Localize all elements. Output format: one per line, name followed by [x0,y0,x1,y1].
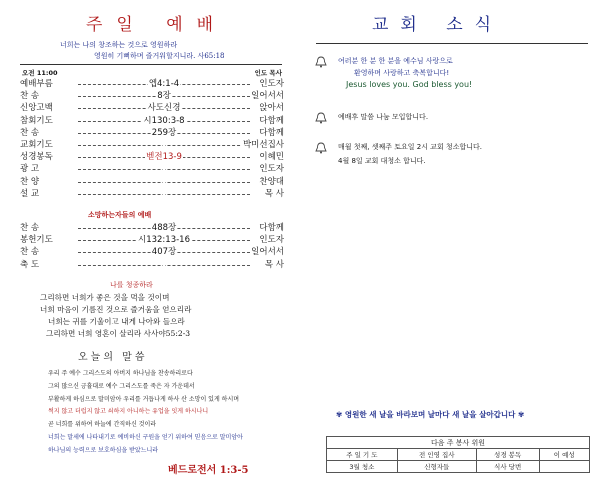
order-leader: 다함께 [259,223,284,233]
order-label: 봉헌기도 [20,235,53,246]
order-leader: 일어서서 [251,91,284,102]
order-reference-wrap [78,151,250,163]
order-leader: 앉아서 [259,103,284,114]
order-row [20,176,284,188]
order-reference-wrap [78,188,250,200]
order-leader: 인도자 [259,235,284,246]
news-line: Jesus loves you. God bless you! [346,80,473,89]
order-leader: 다함께 [259,115,284,126]
service-time: 오전 11:00 [22,69,58,77]
order-leader: 박미선집사 [242,140,284,150]
order-row [20,115,284,127]
order-label: 축 도 [20,259,40,270]
order-reference: 259장 [151,127,177,138]
scripture-line: 곧 너희를 위하여 하늘에 간직하신 것이라 [48,421,157,429]
header-verse-line-2: 영원히 기뻐하며 즐거워할지니라. 사65:18 [94,52,225,60]
table-cell: 주 일 기 도 [327,449,398,461]
scripture-line: 우리 주 예수 그리스도의 아버지 하나님을 찬송하리로다 [48,370,193,377]
news-title: 교회 소식 [372,15,504,35]
divider [20,64,282,65]
order-label: 찬 송 [20,247,40,258]
order-row [20,163,284,175]
scripture-line: 하나님의 능력으로 보호하심을 받았느니라 [48,446,159,454]
order-leader: 인도자 [259,164,284,175]
table-cell: 식사 당번 [476,461,539,473]
order-label: 교회기도 [20,140,53,150]
order-leader: 이혜민 [259,152,284,163]
worship-title: 주일 예배 [86,15,228,35]
order-reference [163,189,165,199]
order-leader: 다함께 [259,127,284,138]
order-row [20,139,284,151]
order-leader: 인도자 [259,79,284,89]
blessing-text: 영원한 새 날을 바라보며 날마다 새 날을 살아갑니다 [344,410,516,419]
order-label: 찬 송 [20,91,40,102]
bell-icon [314,142,328,154]
order-row [20,78,284,90]
order-leader: 목 사 [264,188,284,199]
order-row [20,222,284,234]
table-row [327,449,590,461]
order-label: 신앙고백 [20,103,53,114]
header-verse-line-1: 너희는 나의 창조하는 것으로 영원하라 [60,41,178,49]
news-line: 환영하며 사랑하고 축복합니다! [354,69,450,77]
bell-icon [314,112,328,124]
praise-line: 그리하면 너희 영혼이 살리라 사사야55:2-3 [46,329,191,338]
order-label: 찬 송 [20,223,40,233]
order-reference: 407장 [151,247,177,258]
blessing-banner [336,409,524,420]
order-reference: 엡4:1-4 [148,79,180,89]
order-row [20,188,284,200]
order-reference [163,177,165,187]
order-row [20,246,284,258]
order-reference [163,260,165,270]
order-label: 찬 송 [20,127,40,138]
table-row [327,461,590,473]
order-reference: 벧전13-9 [146,152,182,163]
news-line: 매월 첫째, 셋째주 토요일 2시 교회 청소합니다. [338,143,482,151]
table-cell: 3월 청소 [327,461,398,473]
scripture-line: 부활하게 하심으로 말미암아 우리를 거듭나게 하사 산 소망이 있게 하시며 [48,395,240,403]
praise-line: 너희는 귀를 기울이고 내게 나아와 들으라 [48,317,185,326]
order-reference [163,140,165,150]
scripture-line: 그의 많으신 긍휼대로 예수 그리스도를 죽은 자 가운데서 [48,382,195,390]
volunteer-table-title: 다음 주 봉사 위원 [327,437,590,449]
order-reference-wrap [78,115,250,127]
order-label: 예배부름 [20,79,53,89]
order-label: 설 교 [20,188,40,199]
table-cell: 성경 봉독 [476,449,539,461]
order-reference-wrap [78,246,250,258]
order-leader: 목 사 [264,259,284,270]
table-cell: 전 인영 집사 [397,449,476,461]
scripture-line: 너희는 말세에 나타내기로 예비하신 구원을 얻기 위하여 믿음으로 말미암아 [48,434,243,441]
order-reference-wrap [78,102,250,114]
order-reference: 488장 [151,223,177,233]
order-reference [163,164,165,174]
volunteer-table [326,436,590,473]
praise-title: 나를 청종하라 [110,281,153,289]
order-reference-wrap [78,163,250,175]
flower-icon: ✾ [336,410,345,419]
news-line: 4월 8일 교회 대청소 합니다. [338,157,426,165]
church-news-column [300,0,600,501]
news-line: 여러분 한 분 한 분을 예수님 사랑으로 [338,57,453,65]
order-label: 성경봉독 [20,152,53,163]
order-leader: 일어서서 [251,247,284,258]
order-reference: 8장 [157,91,171,102]
order-row [20,259,284,271]
divider [316,43,588,44]
scripture-reference: 베드로전서 1:3-5 [168,465,249,476]
order-row [20,90,284,102]
flower-icon: ✾ [515,410,525,419]
order-row [20,102,284,114]
bell-icon [314,56,328,68]
order-row [20,151,284,163]
order-label: 찬 양 [20,176,40,187]
order-reference-wrap [78,176,250,188]
order-label: 광 고 [20,164,40,175]
order-reference-wrap [78,127,250,139]
order-row [20,127,284,139]
order-reference-wrap [78,139,250,151]
table-cell: 신형자들 [397,461,476,473]
praise-line: 너희 마음이 기름진 것으로 즐거움을 얻으리라 [40,305,192,314]
order-reference-wrap [78,259,250,271]
order-reference-wrap [78,234,250,246]
table-cell [539,461,590,473]
news-line: 예배후 말씀 나눔 모입합니다. [338,113,429,121]
leader-label: 인도 목사 [254,69,282,77]
scripture-line: 썩지 않고 더럽지 않고 쇠하지 아니하는 유업을 잇게 하시나니 [48,408,209,416]
word-title: 오늘의 말씀 [78,352,148,363]
order-reference: 사도신경 [147,103,181,114]
service-header [22,68,282,77]
order-reference-wrap [78,90,250,102]
praise-line: 그리하면 너희가 좋은 것을 먹을 것이며 [40,293,170,302]
order-leader: 찬양대 [259,176,284,187]
order-reference: 시130:3-8 [143,115,185,126]
order-label: 참회기도 [20,115,53,126]
order-row [20,234,284,246]
order-reference-wrap [78,222,250,234]
table-cell: 이 예성 [539,449,590,461]
order-reference-wrap [78,78,250,90]
order-reference: 시132:13-16 [138,235,190,246]
subtitle: 소망하는자들의 예배 [88,211,152,219]
